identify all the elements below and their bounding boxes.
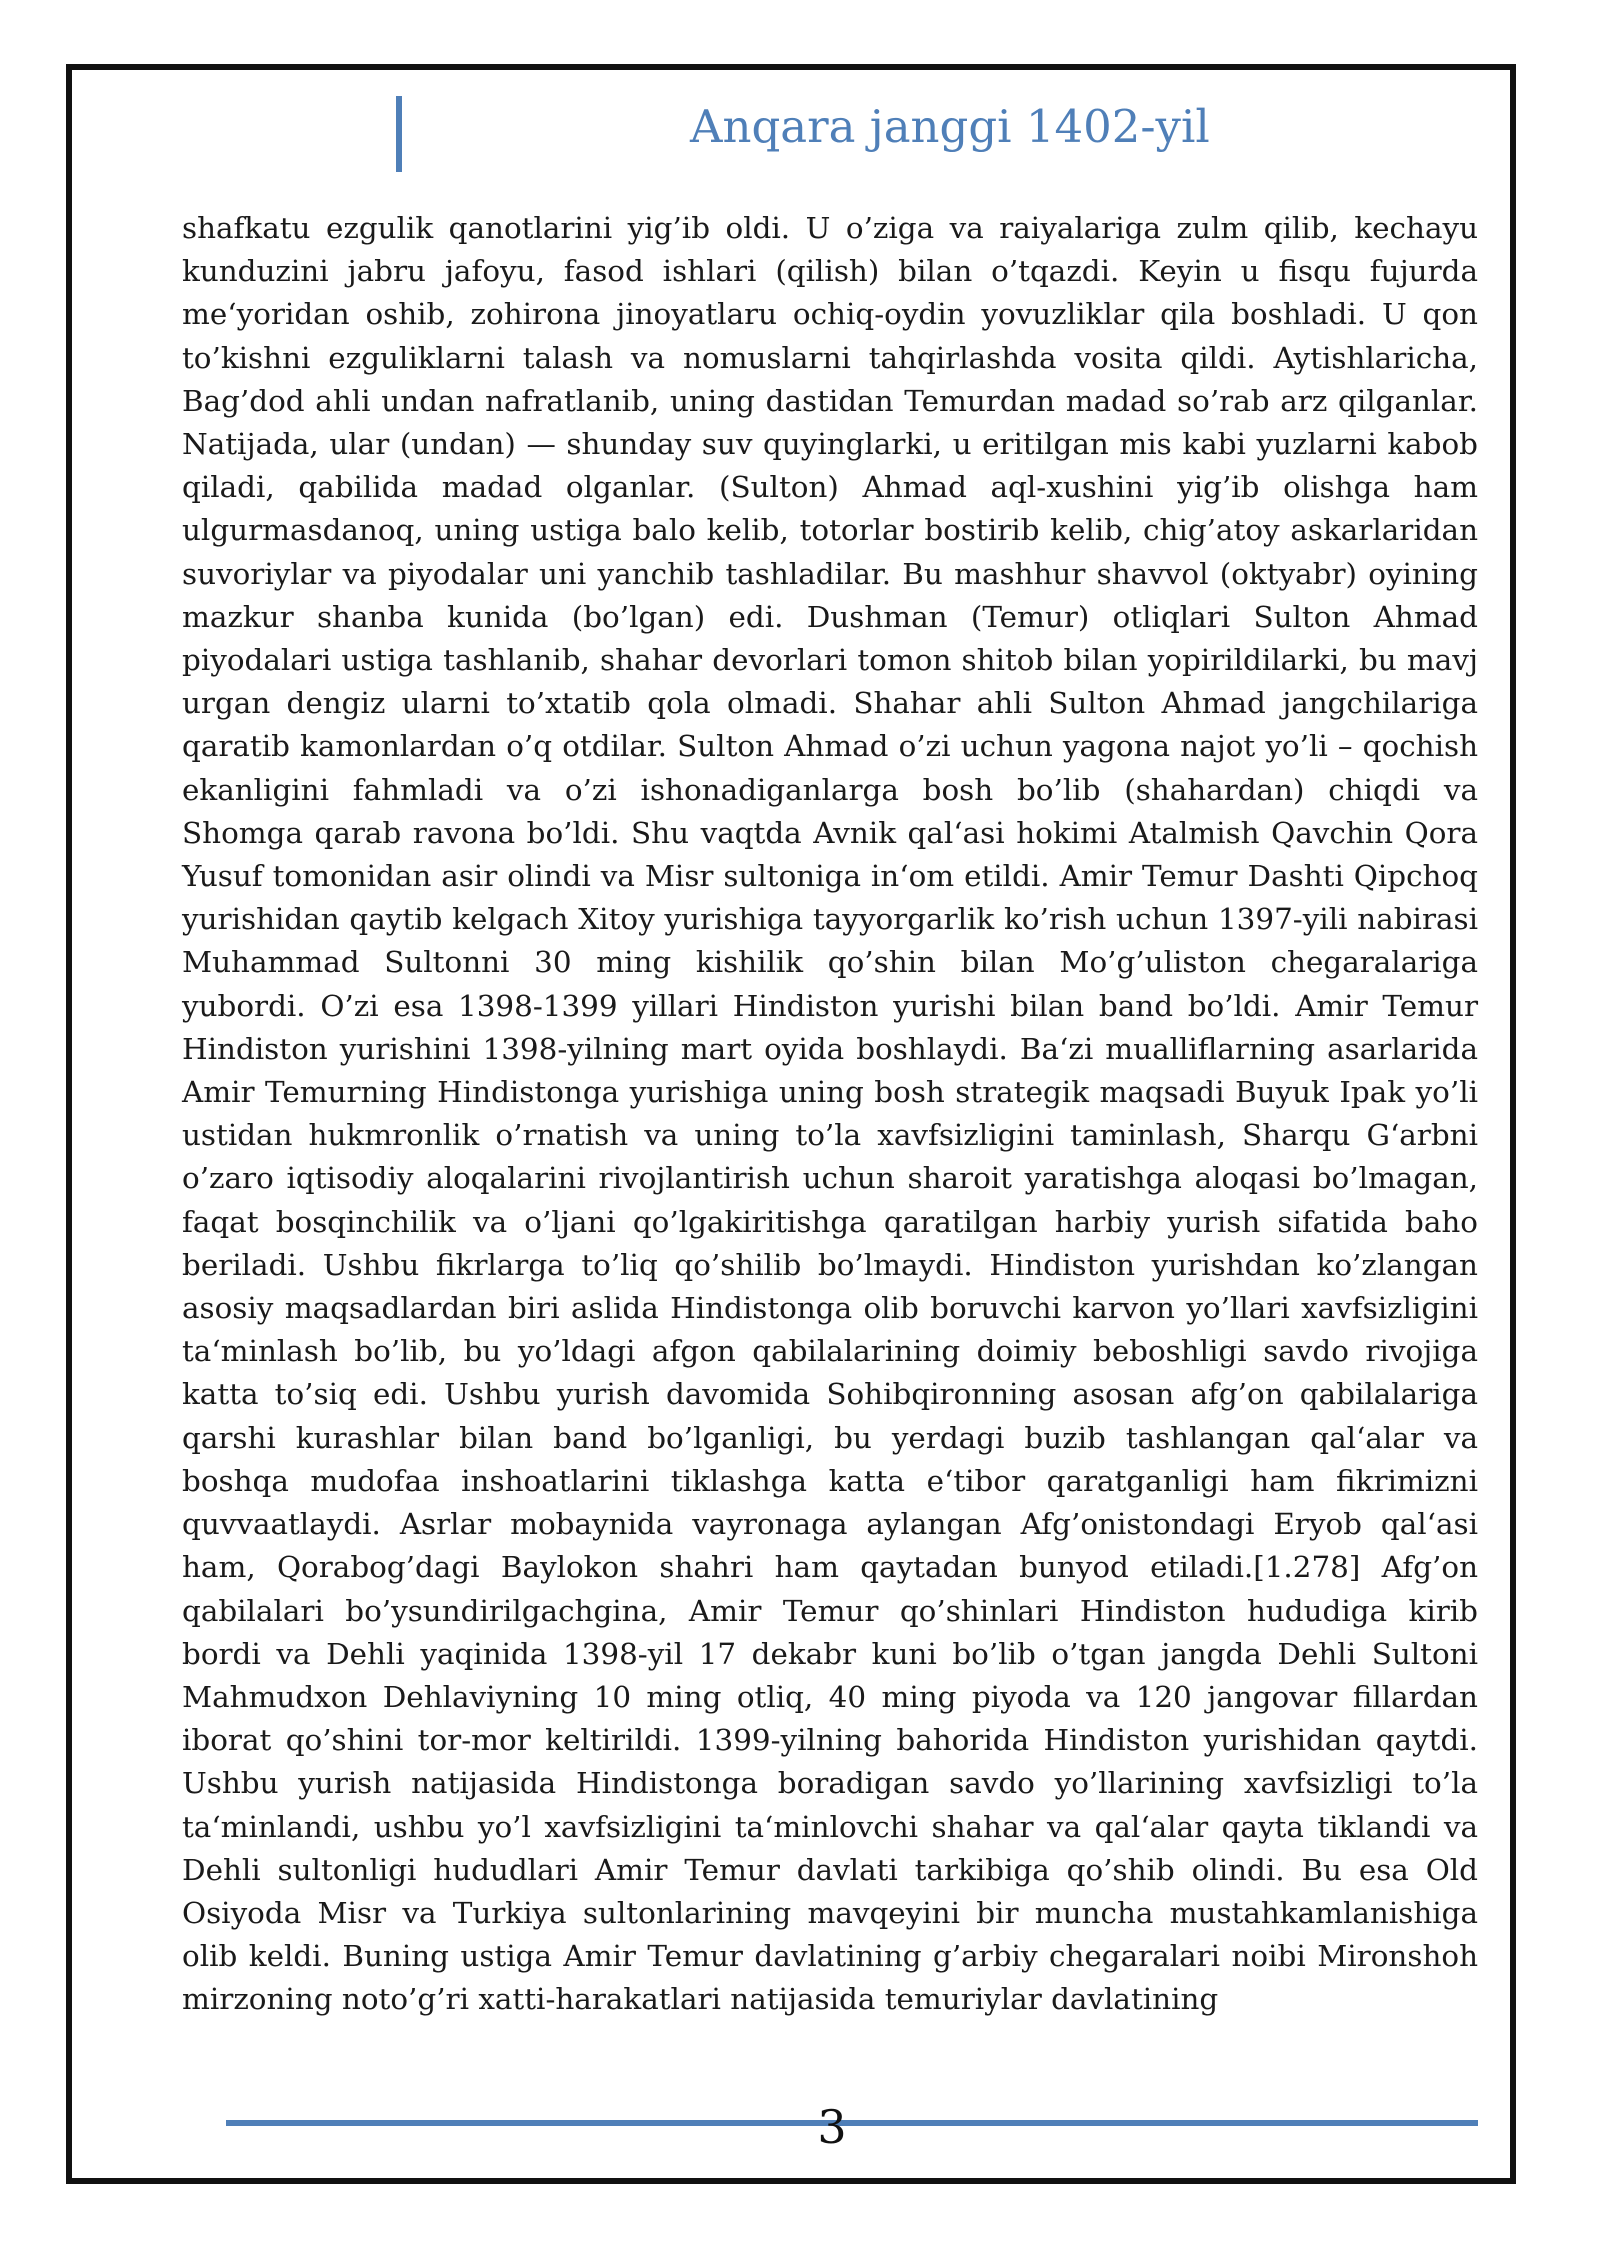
header-accent-bar	[396, 96, 402, 172]
page-number: 3	[817, 2100, 847, 2154]
body-paragraph: shafkatu ezgulik qanotlarini yig’ib oldi. U o’ziga va raiyalariga zulm qilib, kechayu kunduzini jabru jafoyu, fasod ishlari (qilish) bilan o’tqazdi. Keyin u fisqu fujurda me‘yoridan oshib, zohirona jinoyatlaru ochiq-oydin yovuzliklar qila boshladi. U qon to’kishni ezguliklarni talash va nomuslarni tahqirlashda vosita qildi. Aytishlaricha, Bag’dod ahli undan nafratlanib, uning dastidan Temurdan madad so’rab arz qilganlar. Natijada, ular (undan) — shunday suv quyinglarki, u eritilgan mis kabi yuzlarni kabob qiladi, qabilida madad olganlar. (Sulton) Ahmad aql-xushini yig’ib olishga ham ulgurmasdanoq, uning ustiga balo kelib, totorlar bostirib kelib, chig’atoy askarlaridan suvoriylar va piyodalar uni yanchib tashladilar. Bu mashhur shavvol (oktyabr) oyining mazkur shanba kunida (bo’lgan) edi. Dushman (Temur) otliqlari Sulton Ahmad piyodalari ustiga tashlanib, shahar devorlari tomon shitob bilan yopirildilarki, bu mavj urgan dengiz ularni to’xtatib qola olmadi. Shahar ahli Sulton Ahmad jangchilariga qaratib kamonlardan o’q otdilar. Sulton Ahmad o’zi uchun yagona najot yo’li – qochish ekanligini fahmladi va o’zi ishonadiganlarga bosh bo’lib (shahardan) chiqdi va Shomga qarab ravona bo’ldi. Shu vaqtda Avnik qal‘asi hokimi Atalmish Qavchin Qora Yusuf tomonidan asir olindi va Misr sultoniga in‘om etildi. Amir Temur Dashti Qipchoq yurishidan qaytib kelgach Xitoy yurishiga tayyorgarlik ko’rish uchun 1397-yili nabirasi Muhammad Sultonni 30 ming kishilik qo’shin bilan Mo’g’uliston chegaralariga yubordi. O’zi esa 1398-1399 yillari Hindiston yurishi bilan band bo’ldi. Amir Temur Hindiston yurishini 1398-yilning mart oyida boshlaydi. Ba‘zi mualliflarning asarlarida Amir Temurning Hindistonga yurishiga uning bosh strategik maqsadi Buyuk Ipak yo’li ustidan hukmronlik o’rnatish va uning to’la xavfsizligini taminlash, Sharqu G‘arbni o’zaro iqtisodiy aloqalarini rivojlantirish uchun sharoit yaratishga aloqasi bo’lmagan, faqat bosqinchilik va o’ljani qo’lgakiritishga qaratilgan harbiy yurish sifatida baho beriladi. Ushbu fikrlarga to’liq qo’shilib bo’lmaydi. Hindiston yurishdan ko’zlangan asosiy maqsadlardan biri aslida Hindistonga olib boruvchi karvon yo’llari xavfsizligini ta‘minlash bo’lib, bu yo’ldagi afgon qabilalarining doimiy beboshligi savdo rivojiga katta to’siq edi. Ushbu yurish davomida Sohibqironning asosan afg’on qabilalariga qarshi kurashlar bilan band bo’lganligi, bu yerdagi buzib tashlangan qal‘alar va boshqa mudofaa inshoatlarini tiklashga katta e‘tibor qaratganligi ham fikrimizni quvvaatlaydi. Asrlar mobaynida vayronaga aylangan Afg’onistondagi Eryob qal‘asi ham, Qorabog’dagi Baylokon shahri ham qaytadan bunyod etiladi.[1.278] Afg’on qabilalari bo’ysundirilgachgina, Amir Temur qo’shinlari Hindiston hududiga kirib bordi va Dehli yaqinida 1398-yil 17 dekabr kuni bo’lib o’tgan jangda Dehli Sultoni Mahmudxon Dehlaviyning 10 ming otliq, 40 ming piyoda va 120 jangovar fillardan iborat qo’shini tor-mor keltirildi. 1399-yilning bahorida Hindiston yurishidan qaytdi. Ushbu yurish natijasida Hindistonga boradigan savdo yo’llarining xavfsizligi to’la ta‘minlandi, ushbu yo’l xavfsizligini ta‘minlovchi shahar va qal‘alar qayta tiklandi va Dehli sultonligi hududlari Amir Temur davlati tarkibiga qo’shib olindi. Bu esa Old Osiyoda Misr va Turkiya sultonlarining mavqeyini bir muncha mustahkamlanishiga olib keldi. Buning ustiga Amir Temur davlatining g’arbiy chegaralari noibi Mironshoh mirzoning noto’g’ri xatti-harakatlari natijasida temuriylar davlatining	[182, 211, 1478, 2017]
page-title: Anqara janggi 1402-yil	[690, 100, 1210, 153]
